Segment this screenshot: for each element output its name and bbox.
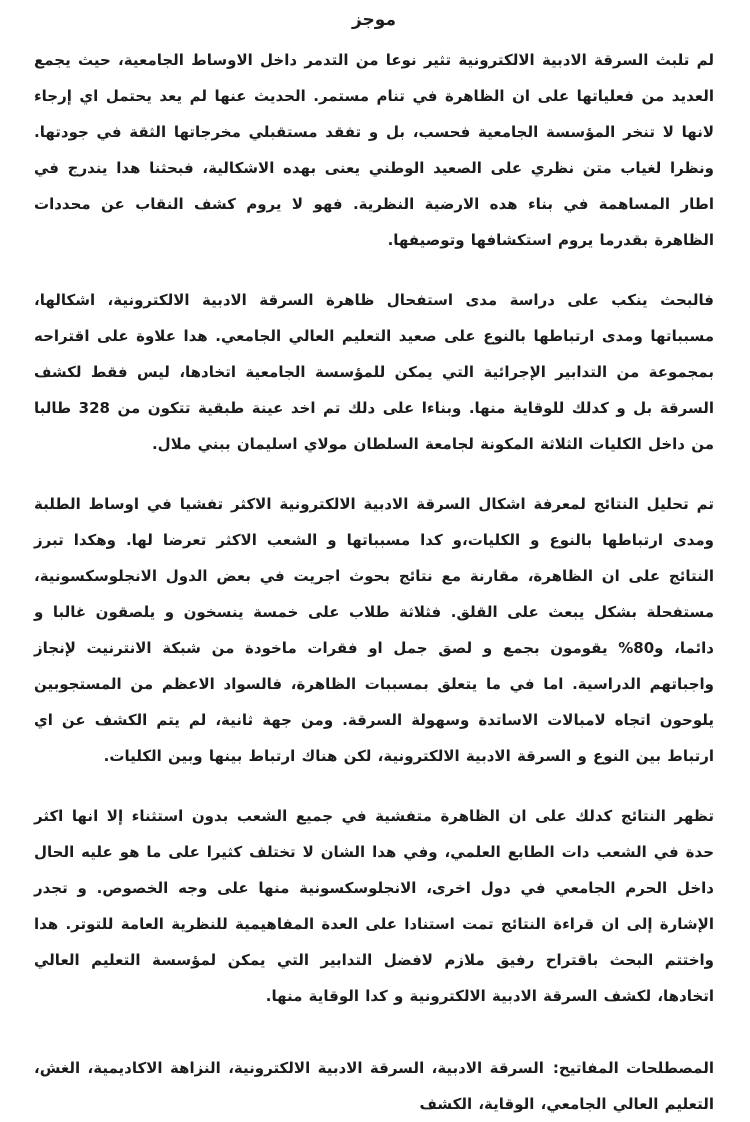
keywords-text: السرقة الادبية، السرقة الادبية الالكترونية، النزاهة الاكاديمية، الغش، التعليم العالي الجامعي، الوقاية، الكشف bbox=[34, 1058, 714, 1113]
abstract-paragraph-4: تظهر النتائج كدلك على ان الظاهرة متفشية في جميع الشعب بدون استثناء إلا انها اكثر حدة في الشعب دات الطابع العلمي، وفي هدا الشان لا تختلف كثيرا على ما هو عليه الحال داخل الحرم الجامعي في دول اخرى، الانجلوسكسونية منها على وجه الخصوص. و تجدر الإشارة إلى ان قراءة النتائج تمت استنادا على العدة المفاهيمية للنظرية العامة للتوتر. هدا واختتم البحث باقتراح رفيق ملازم لافضل التدابير التي يمكن لمؤسسة التعليم العالي اتخادها، لكشف السرقة الادبية الالكترونية و كدا الوقاية منها. bbox=[34, 806, 714, 1005]
page-title: موجز bbox=[351, 10, 396, 30]
abstract-paragraph-2: فالبحث ينكب على دراسة مدى استفحال ظاهرة السرقة الادبية الالكترونية، اشكالها، مسبباتها ومدى ارتباطها بالنوع على صعيد التعليم العالي الجامعي. هدا علاوة على اقتراحه بمجموعة من التدابير الإجرائية التي يمكن للمؤسسة الجامعية اتخادها، ليس فقط لكشف السرقة بل و كدلك للوقاية منها. وبناءا على دلك تم اخد عينة طبقية تتكون من 328 طالبا من داخل الكليات الثلاثة المكونة لجامعة السلطان مولاي اسليمان ببني ملال. bbox=[34, 290, 714, 453]
keywords-label: المصطلحات المفاتيح: bbox=[552, 1058, 715, 1077]
keywords-line bbox=[34, 1050, 714, 1122]
abstract-paragraph-1: لم تلبث السرقة الادبية الالكترونية تثير نوعا من التدمر داخل الاوساط الجامعية، حيث يجمع العديد من فعلياتها على ان الظاهرة في تنام مستمر. الحديث عنها لم يعد يحتمل اي إرجاء لانها لا تنخر المؤسسة الجامعية فحسب، بل و تفقد مستقبلي مخرجاتها الثقة في جودتها. ونظرا لغياب متن نظري على الصعيد الوطني يعنى بهده الاشكالية، فبحثنا هدا يندرج في اطار المساهمة في بناء هده الارضية النظرية. فهو لا يروم كشف النقاب عن محددات الظاهرة بقدرما يروم استكشافها وتوصيفها. bbox=[34, 50, 714, 249]
abstract-paragraph-3: تم تحليل النتائج لمعرفة اشكال السرقة الادبية الالكترونية الاكثر تفشيا في اوساط الطلبة ومدى ارتباطها بالنوع و الكليات،و كدا مسبباتها و الشعب الاكثر تعرضا لها. وهكدا تبرز النتائج على ان الظاهرة، مقارنة مع نتائج بحوث اجريت في بعض الدول الانجلوسكسونية، مستفحلة بشكل يبعث على القلق. فثلاثة طلاب على خمسة ينسخون و يلصقون غالبا و دائما، و80% يقومون بجمع و لصق جمل او فقرات ماخودة من شبكة الانترنيت لإنجاز واجباتهم الدراسية. اما في ما يتعلق بمسببات الظاهرة، فالسواد الاعظم من المستجوبين يلوحون اتجاه لامبالات الاساتدة وسهولة السرقة. ومن جهة ثانية، لم يتم الكشف عن اي ارتباط بين النوع و السرقة الادبية الالكترونية، لكن هناك ارتباط بينها وبين الكليات. bbox=[34, 494, 715, 765]
